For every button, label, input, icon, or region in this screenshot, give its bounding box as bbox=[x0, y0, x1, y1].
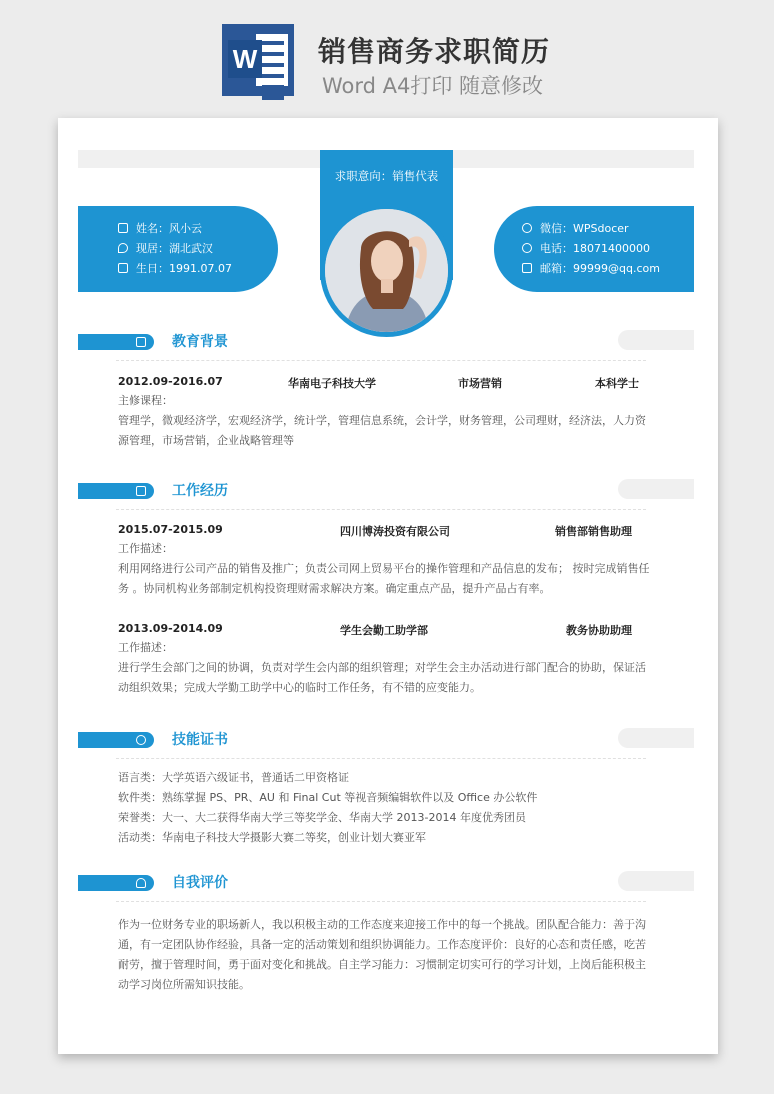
email-row bbox=[522, 260, 660, 276]
skill-item: 荣誉类：大一、大二获得华南大学三等奖学金、华南大学 2013-2014 年度优秀团员 bbox=[118, 811, 526, 824]
phone-row bbox=[522, 240, 650, 256]
header-subtitle: Word A4打印 随意修改 bbox=[322, 74, 544, 98]
education-school: 华南电子科技大学 bbox=[288, 377, 376, 390]
name-row bbox=[118, 220, 202, 236]
personal-info-left bbox=[78, 206, 278, 292]
work-title: 工作经历 bbox=[172, 483, 228, 499]
divider bbox=[116, 509, 646, 510]
person-icon bbox=[136, 878, 146, 888]
job-role: 销售部销售助理 bbox=[555, 525, 632, 538]
education-degree: 本科学士 bbox=[595, 377, 639, 390]
location-row bbox=[118, 240, 213, 256]
divider bbox=[116, 758, 646, 759]
job-role: 教务协助助理 bbox=[566, 624, 632, 637]
phone-icon bbox=[522, 243, 532, 253]
education-section-header bbox=[78, 330, 694, 352]
skills-section-header bbox=[78, 728, 694, 750]
job-intent: 求职意向：销售代表 bbox=[334, 169, 439, 183]
birth-text: 生日：1991.07.07 bbox=[136, 262, 232, 275]
education-period: 2012.09-2016.07 bbox=[118, 375, 223, 388]
divider bbox=[116, 360, 646, 361]
self-evaluation-text: 作为一位财务专业的职场新人，我以积极主动的工作态度来迎接工作中的每一个挑战。团队配合能力：善于沟通，有一定团队协作经验，具备一定的活动策划和组织协调能力。工作态度评价：良好的心态和责任感，吃苦耐劳，擅于管理时间，勇于面对变化和挑战。自主学习能力：习惯制定切实可行的学习计划，上岗后能积极主动学习岗位所需知识技能。 bbox=[118, 918, 646, 991]
name-text: 姓名：风小云 bbox=[136, 222, 202, 235]
wechat-text: 微信：WPSdocer bbox=[540, 222, 629, 235]
job-desc-label: 工作描述： bbox=[118, 542, 173, 555]
skill-item: 语言类：大学英语六级证书，普通话二甲资格证 bbox=[118, 771, 349, 784]
avatar bbox=[320, 204, 453, 337]
graduation-cap-icon bbox=[136, 337, 146, 347]
personal-info-right bbox=[494, 206, 694, 292]
location-icon bbox=[118, 243, 128, 253]
calendar-icon bbox=[118, 263, 128, 273]
location-text: 现居：湖北武汉 bbox=[136, 242, 213, 255]
courses-text: 管理学，微观经济学，宏观经济学，统计学，管理信息系统，会计学，财务管理，公司理财，经济法，人力资源管理，市场营销，企业战略管理等 bbox=[118, 414, 646, 447]
email-text: 邮箱：99999@qq.com bbox=[540, 262, 660, 275]
phone-text: 电话：18071400000 bbox=[540, 242, 650, 255]
chart-icon bbox=[136, 486, 146, 496]
job-period: 2013.09-2014.09 bbox=[118, 622, 223, 635]
job-desc-label: 工作描述： bbox=[118, 641, 173, 654]
job-company: 学生会勤工助学部 bbox=[340, 624, 428, 637]
job-company: 四川博涛投资有限公司 bbox=[340, 525, 450, 538]
header-title: 销售商务求职简历 bbox=[318, 35, 551, 68]
skills-title: 技能证书 bbox=[172, 732, 228, 748]
education-title: 教育背景 bbox=[172, 334, 228, 350]
job-period: 2015.07-2015.09 bbox=[118, 523, 223, 536]
avatar-photo bbox=[325, 209, 448, 332]
job-desc: 利用网络进行公司产品的销售及推广；负责公司网上贸易平台的操作管理和产品信息的发布； 按时完成销售任务 。协同机构业务部制定机构投资理财需求解决方案。确定重点产品，提升产品占有率。 bbox=[118, 562, 650, 595]
divider bbox=[116, 901, 646, 902]
job-desc: 进行学生会部门之间的协调，负责对学生会内部的组织管理；对学生会主办活动进行部门配合的协助，保证活动组织效果；完成大学勤工助学中心的临时工作任务，有不错的应变能力。 bbox=[118, 661, 646, 694]
skill-item: 活动类：华南电子科技大学摄影大赛二等奖，创业计划大赛亚军 bbox=[118, 831, 426, 844]
user-icon bbox=[118, 223, 128, 233]
education-major: 市场营销 bbox=[458, 377, 502, 390]
wechat-icon bbox=[522, 223, 532, 233]
self-section-header bbox=[78, 871, 694, 893]
skill-item: 软件类：熟练掌握 PS、PR、AU 和 Final Cut 等视音频编辑软件以及 Office 办公软件 bbox=[118, 791, 538, 804]
courses-label: 主修课程： bbox=[118, 394, 173, 407]
birth-row bbox=[118, 260, 232, 276]
word-icon: W bbox=[222, 24, 294, 96]
self-title: 自我评价 bbox=[172, 875, 228, 891]
resume-sheet bbox=[58, 118, 718, 1054]
work-section-header bbox=[78, 479, 694, 501]
wechat-row bbox=[522, 220, 629, 236]
mail-icon bbox=[522, 263, 532, 273]
page-header bbox=[0, 0, 774, 110]
certificate-icon bbox=[136, 735, 146, 745]
